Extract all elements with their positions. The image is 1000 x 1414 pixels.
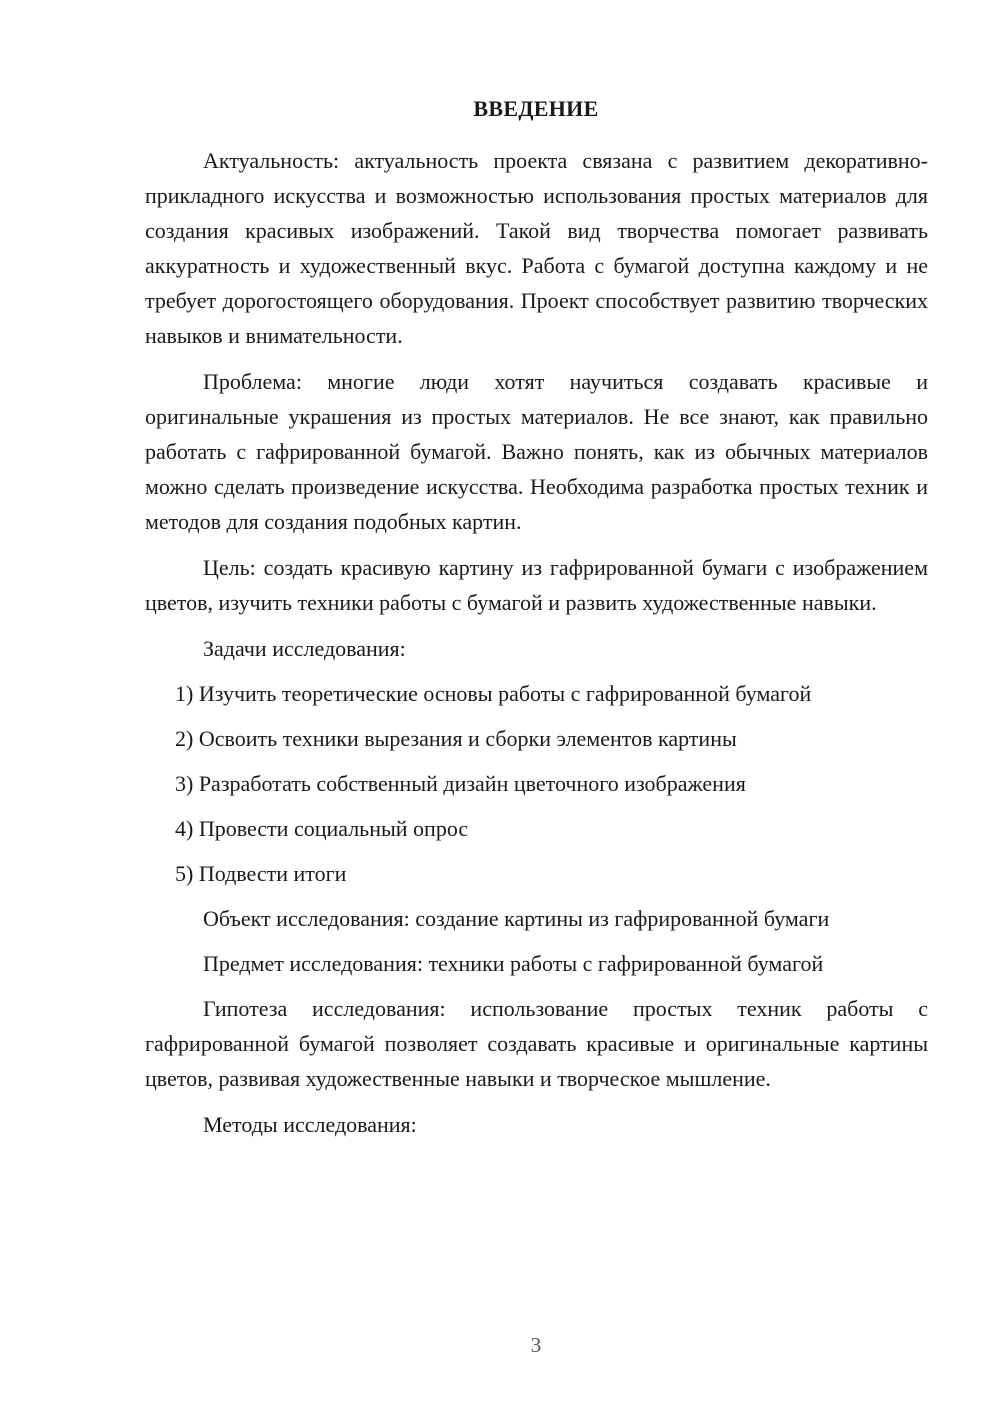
- list-item: 1) Изучить теоретические основы работы с гафрированной бумагой: [175, 681, 812, 706]
- list-item: 2) Освоить техники вырезания и сборки элементов картины: [175, 726, 737, 751]
- goal-paragraph: Цель: создать красивую картину из гафрированной бумаги с изображением цветов, изучить техники работы с бумагой и развить художественные навыки.: [145, 555, 928, 615]
- list-item: 5) Подвести итоги: [175, 861, 347, 886]
- document-body: [145, 143, 928, 1152]
- problem-paragraph: Проблема: многие люди хотят научиться создавать красивые и оригинальные украшения из простых материалов. Не все знают, как правильно работать с гафрированной бумагой. Важно понять, как из обычных материалов можно сделать произведение искусства. Необходима разработка простых техник и методов для создания подобных картин.: [145, 369, 928, 534]
- relevance-paragraph: Актуальность: актуальность проекта связана с развитием декоративно-прикладного искусства и возможностью использования простых материалов для создания красивых изображений. Такой вид творчества помогает развивать аккуратность и художественный вкус. Работа с бумагой доступна каждому и не требует дорогостоящего оборудования. Проект способствует развитию творческих навыков и внимательности.: [145, 148, 928, 348]
- page-number: 3: [530, 1333, 542, 1357]
- page-title: ВВЕДЕНИЕ: [473, 96, 599, 121]
- object-paragraph: Объект исследования: создание картины из гафрированной бумаги: [203, 906, 830, 931]
- list-item: 4) Провести социальный опрос: [175, 816, 469, 841]
- list-item: 3) Разработать собственный дизайн цветочного изображения: [175, 771, 746, 796]
- task-list: [145, 676, 928, 891]
- hypothesis-paragraph: Гипотеза исследования: использование простых техник работы с гафрированной бумагой позволяет создавать красивые и оригинальные картины цветов, развивая художественные навыки и творческое мышление.: [145, 996, 928, 1091]
- subject-paragraph: Предмет исследования: техники работы с гафрированной бумагой: [203, 951, 824, 976]
- tasks-heading: Задачи исследования:: [203, 636, 406, 661]
- methods-heading: Методы исследования:: [203, 1112, 417, 1137]
